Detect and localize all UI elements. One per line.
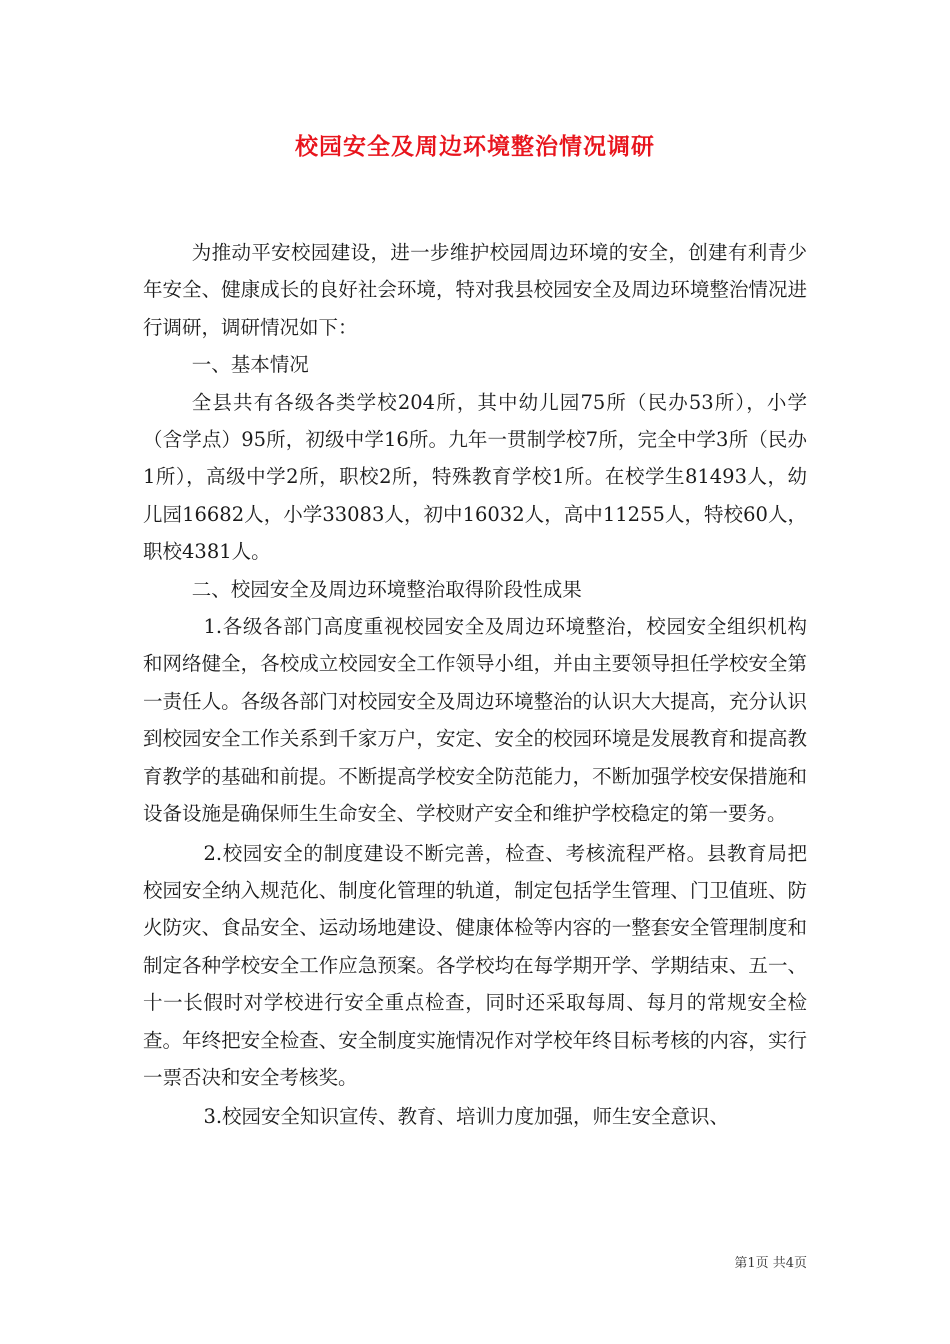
document-title: 校园安全及周边环境整治情况调研 — [295, 134, 655, 160]
section-heading-results: 二、校园安全及周边环境整治取得阶段性成果 — [191, 577, 582, 601]
result-paragraph-3: 3.校园安全知识宣传、教育、培训力度加强，师生安全意识、 — [203, 1105, 730, 1129]
basic-info-paragraph: 全县共有各级各类学校204所，其中幼儿园75所（民办53所），小学（含学点）95所，初级中学16所。九年一贯制学校7所，完全中学3所（民办1所），高级中学2所，职校2所，特殊教育学校1所。在校学生81493人，幼儿园16682人，小学33083人，初中16032人，高中11255人，特校60人，职校4381人。 — [143, 390, 807, 564]
document-body — [143, 234, 807, 1136]
page-number: 第1页 共4页 — [734, 1256, 807, 1271]
intro-paragraph: 为推动平安校园建设，进一步维护校园周边环境的安全，创建有利青少年安全、健康成长的良好社会环境，特对我县校园安全及周边环境整治情况进行调研，调研情况如下： — [143, 241, 807, 339]
result-paragraph-2: 2.校园安全的制度建设不断完善，检查、考核流程严格。县教育局把校园安全纳入规范化、制度化管理的轨道，制定包括学生管理、门卫值班、防火防灾、食品安全、运动场地建设、健康体检等内容的一整套安全管理制度和制定各种学校安全工作应急预案。各学校均在每学期开学、学期结束、五一、十一长假时对学校进行安全重点检查，同时还采取每周、每月的常规安全检查。年终把安全检查、安全制度实施情况作对学校年终目标考核的内容，实行一票否决和安全考核奖。 — [143, 841, 807, 1089]
result-paragraph-1: 1.各级各部门高度重视校园安全及周边环境整治，校园安全组织机构和网络健全，各校成立校园安全工作领导小组，并由主要领导担任学校安全第一责任人。各级各部门对校园安全及周边环境整治的认识大大提高，充分认识到校园安全工作关系到千家万户，安定、安全的校园环境是发展教育和提高教育教学的基础和前提。不断提高学校安全防范能力，不断加强学校安保措施和设备设施是确保师生生命安全、学校财产安全和维护学校稳定的第一要务。 — [143, 615, 807, 826]
section-heading-basic: 一、基本情况 — [191, 353, 309, 377]
